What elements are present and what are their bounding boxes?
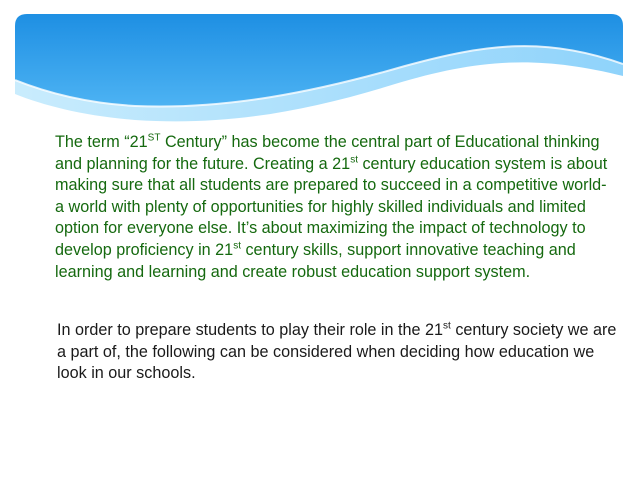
paragraph1-part-b: Century” has become the central part of Educational thinking and planning for the future. Creating a 21 — [55, 133, 600, 173]
paragraph1-sup-3: st — [233, 240, 241, 252]
paragraph1-part-a: The term “21 — [55, 133, 148, 151]
paragraph2-part-b: century society we are a part of, the following can be considered when deciding how education we look in our schools. — [57, 321, 617, 383]
paragraph2-part-a: In order to prepare students to play their role in the 21 — [57, 321, 444, 339]
paragraph1-sup-1: ST — [147, 132, 161, 144]
second-paragraph — [57, 320, 617, 385]
wave-banner — [15, 14, 623, 129]
paragraph2-sup-1: st — [443, 320, 451, 332]
intro-paragraph — [55, 132, 615, 283]
paragraph1-part-d: century skills, support innovative teaching and learning and learning and create robust education support system. — [55, 240, 576, 281]
paragraph1-sup-2: st — [350, 154, 358, 166]
paragraph1-part-c: century education system is about making sure that all students are prepared to succeed in a competitive world-a world with plenty of opportunities for highly skilled individuals and limited option for everyone else. It’s about maximizing the impact of technology to develop proficiency in 21 — [55, 154, 608, 259]
